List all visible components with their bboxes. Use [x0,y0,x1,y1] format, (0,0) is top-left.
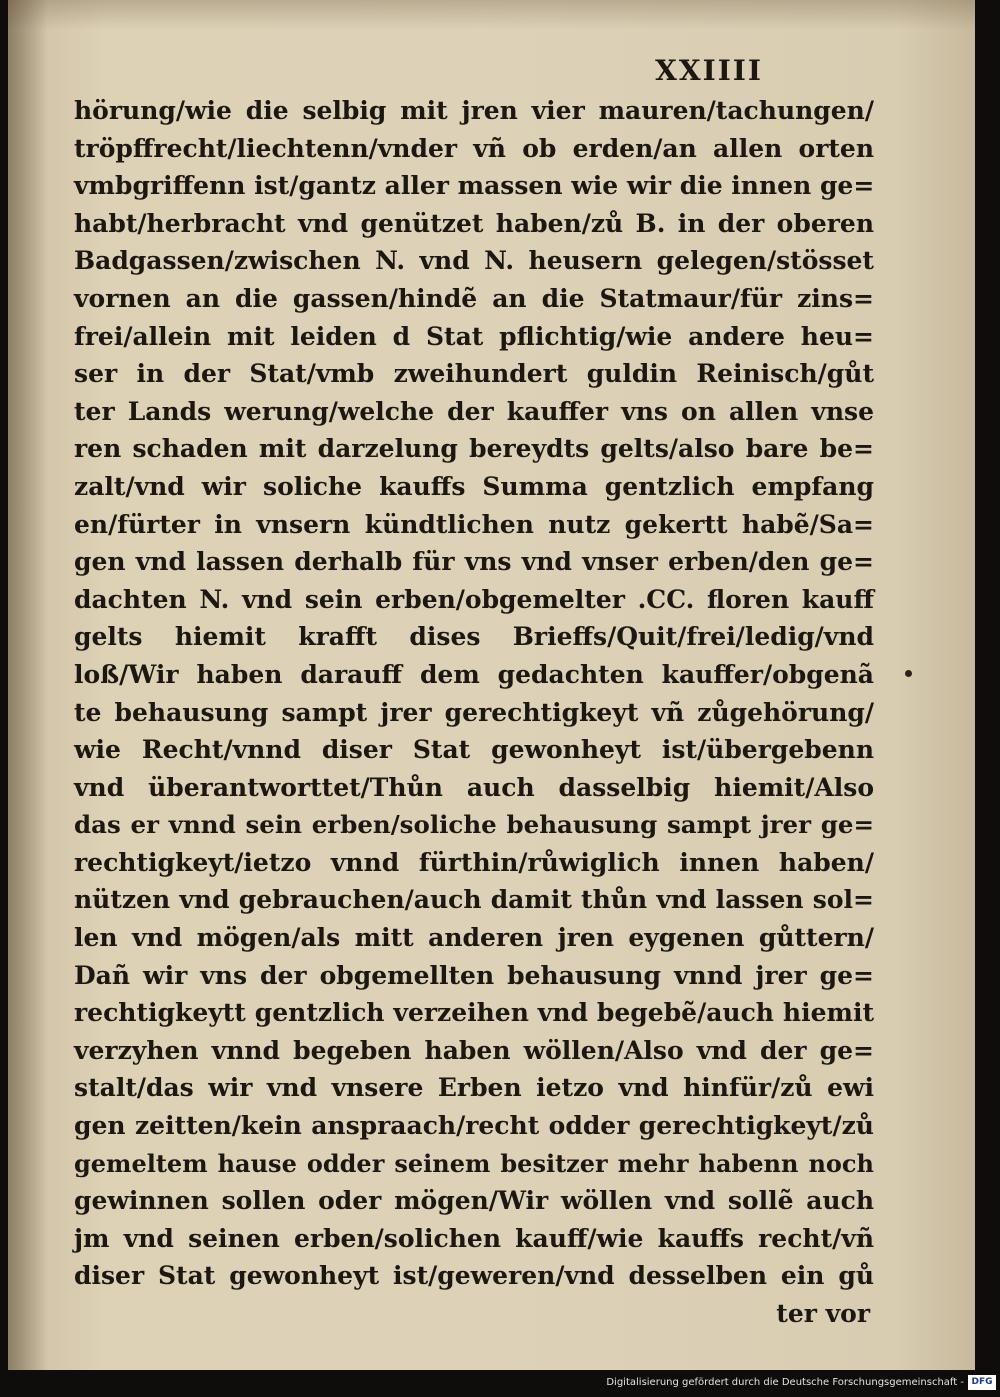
text-line: Badgassen/zwischen N. vnd N. heusern gelegen/stösset [74,246,874,276]
text-line: gemeltem hause odder seinem besitzer mehr habenn noch [74,1148,874,1178]
text-line: frei/allein mit leiden d Stat pflichtig/wie andere heu= [74,321,874,351]
text-line: verzyhen vnnd begeben haben wöllen/Also vnd der ge= [74,1035,874,1065]
text-line: ter Lands werung/welche der kauffer vns on allen vnse [74,396,874,426]
text-line: vnd überantworttet/Thůn auch dasselbig hiemit/Also [74,772,874,802]
text-line: stalt/das wir vnd vnsere Erben ietzo vnd hinfür/zů ewi [74,1073,874,1103]
text-line: hörung/wie die selbig mit jren vier mauren/tachungen/ [74,96,874,125]
text-line: wie Recht/vnnd diser Stat gewonheyt ist/übergebenn [74,735,874,765]
text-line: gewinnen sollen oder mögen/Wir wöllen vnd sollẽ auch [74,1186,874,1216]
text-line: vornen an die gassen/hindẽ an die Statmaur/für zins= [74,283,874,313]
text-line: das er vnnd sein erben/soliche behausung sampt jrer ge= [74,810,874,840]
text-line: tröpffrecht/liechtenn/vnder vñ ob erden/an allen orten [74,133,874,163]
text-line: diser Stat gewonheyt ist/geweren/vnd desselben ein gů [74,1261,874,1291]
ink-speck [905,670,912,677]
dfg-logo: DFG [968,1375,996,1390]
text-line: Dañ wir vns der obgemellten behausung vnnd jrer ge= [74,960,874,990]
text-line: rechtigkeyt/ietzo vnnd fürthin/růwiglich innen haben/ [74,847,874,877]
body-text [74,92,874,1333]
book-page [8,0,975,1370]
text-line: gen vnd lassen derhalb für vns vnd vnser erben/den ge= [74,547,874,577]
text-line: nützen vnd gebrauchen/auch damit thůn vnd lassen sol= [74,885,874,915]
text-line: jm vnd seinen erben/solichen kauff/wie kauffs recht/vñ [74,1223,874,1253]
catchword: ter vor [776,1299,870,1328]
folio-number: XXIIII [655,54,763,87]
text-line: loß/Wir haben darauff dem gedachten kauffer/obgenã [74,659,874,689]
text-line: te behausung sampt jrer gerechtigkeyt vñ zůgehörung/ [74,697,874,727]
text-line: ren schaden mit darzelung bereydts gelts/also bare be= [74,434,874,464]
text-line: zalt/vnd wir soliche kauffs Summa gentzlich empfang [74,471,874,501]
text-line: vmbgriffenn ist/gantz aller massen wie wir die innen ge= [74,171,875,201]
text-line: habt/herbracht vnd genützet haben/zů B. in der oberen [74,208,874,238]
text-line: gelts hiemit krafft dises Brieffs/Quit/frei/ledig/vnd [74,622,874,652]
text-line: gen zeitten/kein anspraach/recht odder gerechtigkeyt/zů [74,1111,874,1141]
footer-bar [0,1370,1000,1397]
funding-credit: Digitalisierung gefördert durch die Deutsche Forschungsgemeinschaft - [606,1377,964,1388]
text-line: ser in der Stat/vmb zweihundert guldin Reinisch/gůt [74,359,874,389]
text-line: len vnd mögen/als mitt anderen jren eygenen gůttern/ [74,923,874,953]
text-line: rechtigkeytt gentzlich verzeihen vnd begebẽ/auch hiemit [74,998,874,1028]
text-line: en/fürter in vnsern kündtlichen nutz gekertt habẽ/Sa= [74,509,874,539]
text-line: dachten N. vnd sein erben/obgemelter .CC. floren kauff [74,584,874,614]
